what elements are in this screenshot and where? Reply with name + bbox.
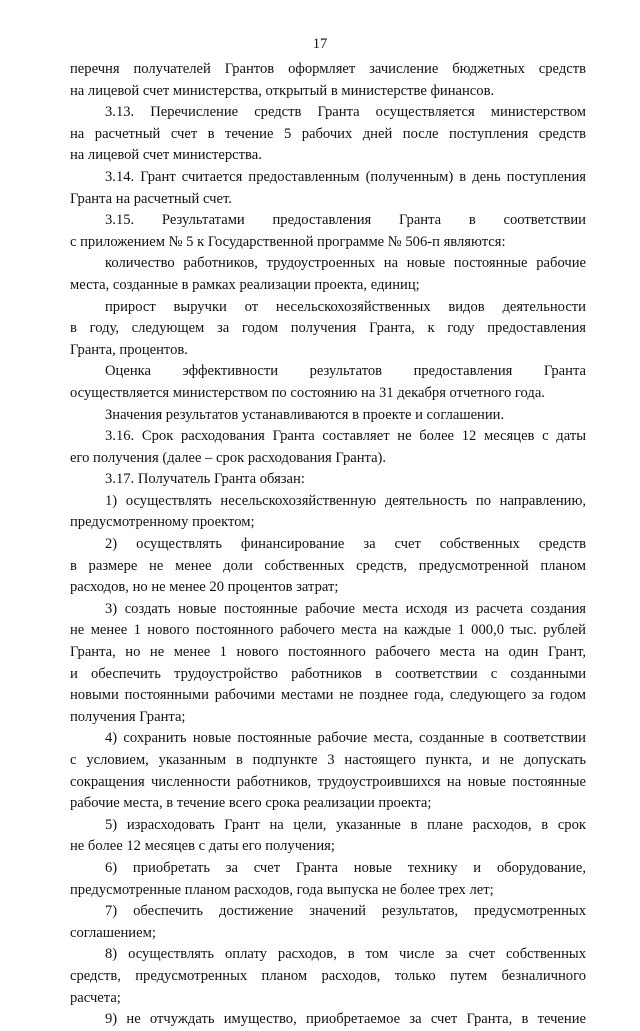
text-line: не более 12 месяцев с даты его получения; [70,838,335,855]
text-line: 3.16. Срок расходования Гранта составляет не более 12 месяцев с даты [105,428,586,445]
text-line: предусмотренному проектом; [70,514,255,531]
text-line: 8) осуществлять оплату расходов, в том числе за счет собственных [105,946,586,963]
text-line: расчета; [70,989,121,1006]
text-line: расходов, но не менее 20 процентов затрат; [70,579,339,596]
text-line: 3.15. Результатами предоставления Гранта в соответствии [105,212,586,229]
text-line: 2) осуществлять финансирование за счет собственных средств [105,536,586,553]
text-line: 7) обеспечить достижение значений результатов, предусмотренных [105,903,586,920]
text-line: 3) создать новые постоянные рабочие места исходя из расчета создания [105,600,586,617]
text-line: Значения результатов устанавливаются в проекте и соглашении. [105,406,505,423]
text-line: 9) не отчуждать имущество, приобретаемое за счет Гранта, в течение [105,1011,586,1028]
text-line: с условием, указанным в подпункте 3 настоящего пункта, и не допускать [70,752,586,768]
text-line: Гранта, процентов. [70,341,188,358]
text-line: количество работников, трудоустроенных на новые постоянные рабочие [105,255,586,272]
text-line: Оценка эффективности результатов предоставления Гранта [105,363,586,380]
text-line: предусмотренные планом расходов, года выпуска не более трех лет; [70,881,494,898]
text-line: места, созданные в рамках реализации проекта, единиц; [70,276,420,293]
text-line: 1) осуществлять несельскохозяйственную деятельность по направлению, [105,492,586,509]
text-line: его получения (далее – срок расходования Гранта). [70,449,387,466]
text-line: получения Гранта; [70,708,186,725]
text-line: средств, предусмотренных планом расходов, только путем безналичного [70,967,586,984]
text-line: 6) приобретать за счет Гранта новые технику и оборудование, [105,859,586,876]
text-line: 3.17. Получатель Гранта обязан: [105,471,305,488]
text-line: в году, следующем за годом получения Гранта, к году предоставления [70,320,586,337]
text-line: перечня получателей Грантов оформляет зачисление бюджетных средств [70,61,586,77]
text-line: 3.14. Грант считается предоставленным (полученным) в день поступления [105,168,586,185]
text-line: прирост выручки от несельскохозяйственных видов деятельности [105,298,586,315]
text-line: на расчетный счет в течение 5 рабочих дней после поступления средств [70,125,586,142]
text-line: на лицевой счет министерства. [70,147,262,164]
text-line: не менее 1 нового постоянного рабочего места на каждые 1 000,0 тыс. рублей [70,622,586,639]
text-line: 4) сохранить новые постоянные рабочие места, созданные в соответствии [105,730,586,747]
text-line: и обеспечить трудоустройство работников в соответствии с созданными [70,665,586,682]
text-line: Гранта, но не менее 1 нового постоянного рабочего места на один Грант, [70,644,586,661]
document-body [70,59,586,1031]
text-line: на лицевой счет министерства, открытый в министерстве финансов. [70,82,495,99]
text-line: новыми постоянными рабочими местами не позднее года, следующего за годом [70,687,586,704]
text-line: сокращения численности работников, трудоустроившихся на новые постоянные [70,773,586,790]
text-line: 3.13. Перечисление средств Гранта осуществляется министерством [105,104,586,121]
text-line: соглашением; [70,924,156,941]
text-line: 5) израсходовать Грант на цели, указанные в плане расходов, в срок [105,816,586,833]
text-line: с приложением № 5 к Государственной программе № 506-п являются: [70,233,506,250]
text-line: Гранта на расчетный счет. [70,190,232,207]
text-line: осуществляется министерством по состоянию на 31 декабря отчетного года. [70,384,545,401]
text-line: рабочие места, в течение всего срока реализации проекта; [70,795,432,812]
text-line: в размере не менее доли собственных средств, предусмотренной планом [70,557,586,574]
page-number: 17 [312,36,328,52]
